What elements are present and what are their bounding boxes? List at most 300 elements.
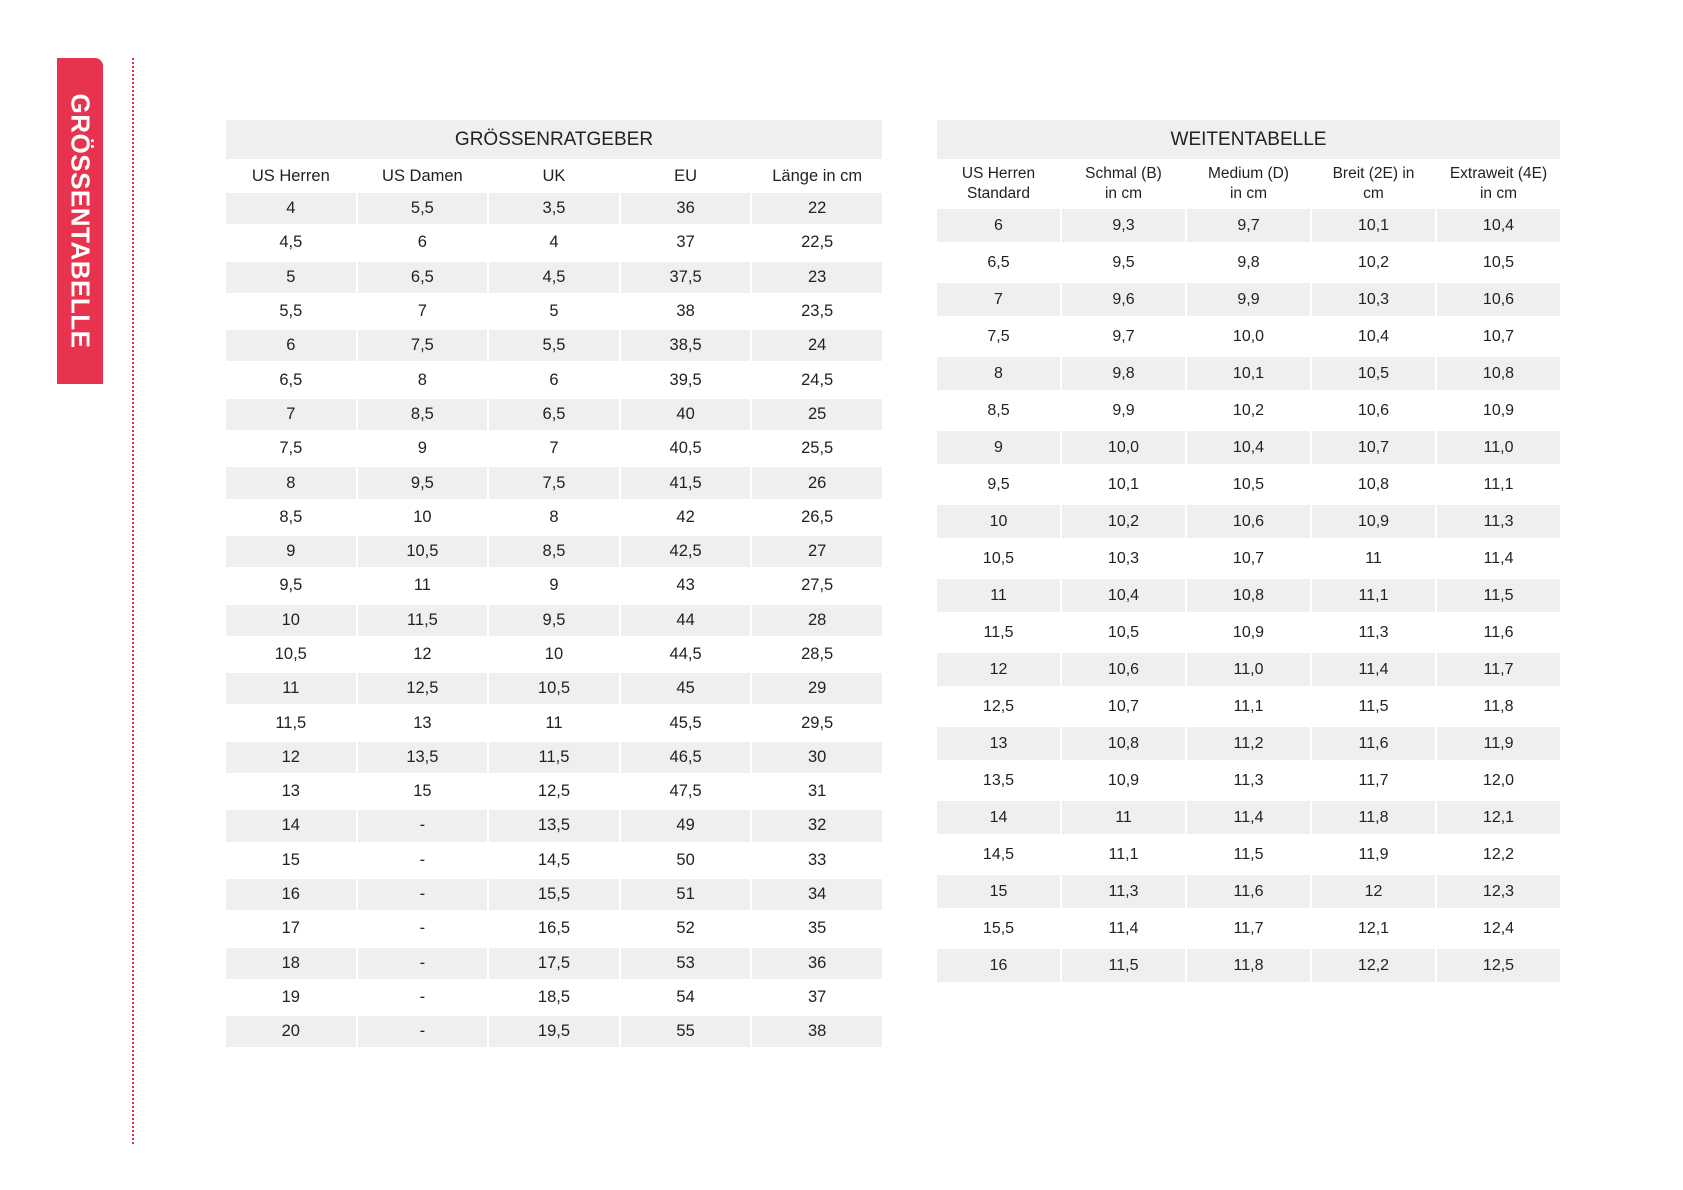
width-table-column-header (1312, 159, 1435, 209)
size-guide-row (226, 330, 882, 361)
width-table-row (937, 908, 1560, 949)
size-guide-cell: 19 (281, 987, 300, 1006)
size-guide-row (226, 262, 882, 293)
width-table-cell: 9,8 (1062, 357, 1185, 390)
width-table-cell: 11,7 (1358, 771, 1389, 789)
size-guide-cell: 20 (226, 1016, 356, 1047)
width-table-cell: 10,6 (1187, 505, 1310, 538)
size-guide-cell: 26 (752, 467, 882, 498)
width-table-cell: 11,9 (1358, 845, 1389, 863)
side-tab-label: GRÖSSENTABELLE (65, 93, 96, 349)
width-table-cell: 10,8 (1187, 579, 1310, 612)
size-guide-cell: 24,5 (801, 370, 834, 389)
width-table-row (937, 242, 1560, 283)
width-table-cell: 11,2 (1187, 727, 1310, 760)
size-guide-cell: 55 (621, 1016, 751, 1047)
size-guide-cell: 13,5 (489, 810, 619, 841)
size-guide-cell: 12,5 (358, 673, 488, 704)
size-guide-cell: 40 (621, 399, 751, 430)
size-guide-cell: 16 (226, 879, 356, 910)
size-guide-cell: 17 (281, 919, 300, 938)
size-guide-cell: 4 (549, 233, 559, 252)
size-guide-cell: 25,5 (801, 439, 834, 458)
size-guide-cell: 38,5 (621, 330, 751, 361)
size-guide-cell: 7 (417, 302, 427, 321)
width-table-cell: 12,5 (1437, 949, 1560, 982)
size-guide-cell: 18,5 (537, 987, 571, 1006)
size-guide-cell: 31 (808, 782, 827, 801)
size-guide-cell: 9 (226, 536, 356, 567)
width-table-header-row (937, 159, 1560, 209)
width-table-column-header-line: US Herren (961, 165, 1036, 182)
width-table-cell: 9,9 (1112, 401, 1135, 419)
size-guide-cell: 4 (226, 193, 356, 224)
width-table-body (937, 209, 1560, 982)
width-table-cell: 11 (1365, 549, 1382, 567)
width-table-cell: 7,5 (987, 327, 1010, 345)
width-table-cell: 10,5 (1232, 475, 1265, 493)
width-table-cell: 14 (937, 801, 1060, 834)
width-table-cell: 11,3 (1437, 505, 1560, 538)
size-guide-cell: - (358, 879, 488, 910)
width-table-cell: 11,8 (1483, 697, 1514, 715)
size-guide-cell: 10 (413, 507, 432, 526)
width-table-cell: 10 (937, 505, 1060, 538)
width-table-column-header-line: Breit (2E) in (1332, 165, 1415, 182)
size-guide-cell: 10,5 (489, 673, 619, 704)
size-guide-cell: 32 (752, 810, 882, 841)
size-guide-body (226, 193, 882, 1047)
width-table-row (937, 834, 1560, 875)
size-guide-cell: 23,5 (801, 302, 834, 321)
size-guide-cell: 13,5 (358, 742, 488, 773)
width-table-cell: 6 (937, 209, 1060, 242)
width-table-cell: 6,5 (987, 253, 1010, 271)
width-table-column-header-line: in cm (1229, 185, 1268, 202)
width-table-cell: 10,8 (1062, 727, 1185, 760)
width-table-cell: 15 (937, 875, 1060, 908)
width-table-cell: 8 (937, 357, 1060, 390)
width-table-cell: 10,2 (1357, 253, 1390, 271)
size-guide-cell: 9,5 (489, 605, 619, 636)
size-guide-cell: 15,5 (489, 879, 619, 910)
width-table-cell: 12,4 (1482, 919, 1515, 937)
size-guide-cell: 8,5 (358, 399, 488, 430)
width-table-cell: 10,8 (1357, 475, 1390, 493)
size-guide-cell: 5,5 (279, 302, 303, 321)
width-table-cell: 10,4 (1187, 431, 1310, 464)
size-guide-row (226, 605, 882, 636)
width-table-cell: 10,0 (1232, 327, 1265, 345)
size-guide-cell: 49 (621, 810, 751, 841)
width-table-column-header-line: cm (1363, 185, 1384, 202)
width-table-cell: 10,1 (1312, 209, 1435, 242)
width-table-column-header-line: in cm (1104, 185, 1143, 202)
width-table-cell: 10,5 (1312, 357, 1435, 390)
size-guide-cell: 6,5 (358, 262, 488, 293)
width-table-row (937, 801, 1560, 834)
size-guide-cell: 7,5 (279, 439, 303, 458)
width-table-cell: 11 (937, 579, 1060, 612)
dotted-divider (132, 58, 134, 1144)
size-guide-cell: 15 (413, 782, 432, 801)
size-guide-cell: 6 (417, 233, 427, 252)
size-guide-cell: 7 (549, 439, 559, 458)
width-table-column-header (1187, 159, 1310, 209)
size-guide-row (226, 567, 882, 604)
width-table-row (937, 209, 1560, 242)
size-guide-cell: 46,5 (621, 742, 751, 773)
size-guide-row (226, 910, 882, 947)
size-guide-cell: - (419, 987, 426, 1006)
size-guide-cell: 12,5 (537, 782, 571, 801)
size-guide-cell: 9,5 (358, 467, 488, 498)
width-table-cell: 11,8 (1312, 801, 1435, 834)
width-table-row (937, 686, 1560, 727)
width-table-cell: 11,5 (1437, 579, 1560, 612)
size-guide-cell: 37 (676, 233, 695, 252)
size-guide-cell: 29,5 (801, 713, 834, 732)
size-guide-row (226, 430, 882, 467)
size-guide-cell: 10,5 (274, 645, 307, 663)
width-table-row (937, 579, 1560, 612)
size-guide-cell: 36 (752, 948, 882, 979)
size-guide-cell: 5,5 (489, 330, 619, 361)
size-guide-cell: 35 (808, 919, 827, 938)
size-guide-row (226, 499, 882, 536)
width-table-cell: 10,4 (1437, 209, 1560, 242)
width-table-cell: 11,4 (1312, 653, 1435, 686)
width-table-title: WEITENTABELLE (937, 120, 1560, 159)
size-guide-row (226, 773, 882, 810)
size-guide-cell: 7,5 (489, 467, 619, 498)
width-table-cell: 11,0 (1187, 653, 1310, 686)
width-table-cell: 14,5 (982, 845, 1015, 863)
width-table-cell: 10,6 (1062, 653, 1185, 686)
size-guide-column-header: US Herren (251, 166, 330, 185)
width-table-cell: 15,5 (982, 919, 1015, 937)
width-table-cell: 12,2 (1482, 845, 1515, 863)
size-guide-cell: 11 (545, 713, 563, 732)
width-table-cell: 10,6 (1357, 401, 1390, 419)
width-table-row (937, 357, 1560, 390)
size-guide-cell: 8 (226, 467, 356, 498)
size-guide-column-header: US Damen (382, 166, 463, 185)
width-table-cell: 11,7 (1437, 653, 1560, 686)
size-guide-cell: - (358, 948, 488, 979)
size-guide-row (226, 293, 882, 330)
size-guide-cell: 50 (676, 850, 695, 869)
width-table-cell: 11,4 (1187, 801, 1310, 834)
size-guide-cell: 30 (752, 742, 882, 773)
width-table-cell: 12,1 (1357, 919, 1390, 937)
size-guide-cell: 41,5 (621, 467, 751, 498)
width-table-cell: 10,9 (1232, 623, 1265, 641)
width-table-cell: 9,9 (1187, 283, 1310, 316)
width-table-row (937, 653, 1560, 686)
size-guide-cell: 54 (676, 987, 695, 1006)
size-guide-row (226, 704, 882, 741)
size-guide-title: GRÖSSENRATGEBER (226, 120, 882, 159)
width-table-column-header-line: Extraweit (4E) (1449, 165, 1548, 182)
size-guide-cell: 5,5 (358, 193, 488, 224)
size-guide-row (226, 399, 882, 430)
size-guide-cell: 27 (752, 536, 882, 567)
width-table-row (937, 727, 1560, 760)
size-guide-cell: 8 (549, 507, 559, 526)
size-guide-row (226, 1016, 882, 1047)
width-table-cell: 11,0 (1437, 431, 1560, 464)
width-table-cell: 9,8 (1237, 253, 1260, 271)
size-guide-cell: 7 (226, 399, 356, 430)
size-guide-row (226, 879, 882, 910)
size-guide-cell: 6 (549, 370, 559, 389)
width-table-cell: 9 (937, 431, 1060, 464)
width-table-row (937, 316, 1560, 357)
width-table-row (937, 612, 1560, 653)
width-table-cell: 10,7 (1107, 697, 1140, 715)
size-guide-cell: 6,5 (279, 370, 303, 389)
size-guide-cell: 11,5 (275, 713, 307, 732)
width-table-cell: 8,5 (987, 401, 1010, 419)
size-guide-cell: 47,5 (669, 782, 702, 801)
width-table-cell: 11 (1062, 801, 1185, 834)
size-guide-cell: 7,5 (358, 330, 488, 361)
width-table-cell: 11,9 (1437, 727, 1560, 760)
width-table-row (937, 505, 1560, 538)
size-guide-cell: 13 (281, 782, 300, 801)
size-guide-cell: 9 (549, 576, 559, 595)
size-guide-cell: 19,5 (489, 1016, 619, 1047)
size-guide-cell: - (358, 1016, 488, 1047)
size-guide-cell: 23 (752, 262, 882, 293)
size-guide-cell: 42 (676, 507, 695, 526)
size-guide-cell: 6,5 (489, 399, 619, 430)
width-table-cell: 11,1 (1233, 697, 1264, 715)
size-guide-cell: 24 (752, 330, 882, 361)
width-table-cell: 12,1 (1437, 801, 1560, 834)
width-table-cell: 10,4 (1357, 327, 1390, 345)
width-table-cell: 10,9 (1482, 401, 1515, 419)
width-table-cell: 11,5 (1358, 697, 1389, 715)
width-table-cell: 12 (1312, 875, 1435, 908)
width-table-cell: 11,4 (1108, 919, 1139, 937)
size-guide-cell: - (419, 850, 426, 869)
width-table-cell: 11,8 (1187, 949, 1310, 982)
size-guide-cell: 14,5 (537, 850, 571, 869)
width-table-row (937, 538, 1560, 579)
width-table-cell: 12,5 (982, 697, 1015, 715)
width-table-cell: 10,2 (1062, 505, 1185, 538)
size-guide-row (226, 673, 882, 704)
width-table-row (937, 760, 1560, 801)
size-guide-cell: 45 (621, 673, 751, 704)
size-guide-cell: 43 (676, 576, 695, 595)
size-guide-cell: 16,5 (537, 919, 571, 938)
width-table-cell: 9,6 (1062, 283, 1185, 316)
width-table-row (937, 390, 1560, 431)
width-table-cell: 12 (937, 653, 1060, 686)
size-guide-cell: 4,5 (489, 262, 619, 293)
size-guide-row (226, 193, 882, 224)
size-guide-row (226, 536, 882, 567)
size-guide-column-header: UK (542, 166, 566, 185)
size-guide-cell: 44,5 (669, 645, 702, 663)
size-guide-cell: 9,5 (279, 576, 303, 595)
width-table-cell: 11,3 (1062, 875, 1185, 908)
size-guide-cell: 45,5 (669, 713, 702, 732)
width-table-cell: 9,5 (987, 475, 1010, 493)
width-table-cell: 9,7 (1187, 209, 1310, 242)
size-guide-cell: 10 (544, 645, 564, 663)
width-table-cell: 10,6 (1437, 283, 1560, 316)
width-table-cell: 16 (937, 949, 1060, 982)
width-table-cell: 11,5 (1233, 845, 1264, 863)
width-table-cell: 11,4 (1483, 549, 1514, 567)
size-guide-cell: 11 (226, 673, 356, 704)
size-guide-cell: 11,5 (358, 605, 488, 636)
size-guide-cell: 13 (413, 713, 432, 732)
width-table-column-header-line: Schmal (B) (1085, 165, 1162, 182)
size-guide-cell: 11 (413, 576, 431, 595)
size-guide-row (226, 810, 882, 841)
size-guide-cell: 18 (226, 948, 356, 979)
width-table-cell: 10,5 (1482, 253, 1515, 271)
width-table-cell: 10,8 (1437, 357, 1560, 390)
width-table-cell: 10,5 (1107, 623, 1140, 641)
width-table-cell: 10,7 (1232, 549, 1265, 567)
size-guide-cell: 28,5 (801, 645, 834, 663)
width-table-column-header-line: Medium (D) (1208, 165, 1289, 182)
size-guide-row (226, 948, 882, 979)
width-table-row (937, 464, 1560, 505)
width-table-column-header-line: in cm (1479, 185, 1518, 202)
width-table-column-header (937, 159, 1060, 209)
size-guide-cell: 3,5 (489, 193, 619, 224)
size-guide-cell: 12 (413, 645, 432, 663)
size-guide-cell: 6 (226, 330, 356, 361)
size-guide-cell: 5 (226, 262, 356, 293)
width-table-cell: 13 (937, 727, 1060, 760)
size-guide-cell: 36 (621, 193, 751, 224)
size-guide-cell: 22 (752, 193, 882, 224)
width-table-row (937, 283, 1560, 316)
width-table-cell: 10,2 (1232, 401, 1265, 419)
width-table-cell: 13,5 (982, 771, 1015, 789)
size-guide-cell: 22,5 (801, 233, 834, 252)
size-guide-cell: 8 (417, 370, 427, 389)
size-guide-row (226, 842, 882, 879)
width-table-column-header (1062, 159, 1185, 209)
size-guide-cell: 34 (752, 879, 882, 910)
size-guide-cell: 51 (621, 879, 751, 910)
size-guide-cell: 9 (417, 439, 427, 458)
width-table-column-header-line: Standard (967, 185, 1030, 202)
width-table (935, 120, 1562, 982)
size-guide-row (226, 979, 882, 1016)
size-guide-cell: 28 (752, 605, 882, 636)
size-guide-cell: 8,5 (489, 536, 619, 567)
width-table-cell: 11,5 (1062, 949, 1185, 982)
width-table-cell: 9,5 (1112, 253, 1135, 271)
size-guide-cell: 44 (621, 605, 751, 636)
size-guide-cell: 29 (752, 673, 882, 704)
width-table-row (937, 875, 1560, 908)
size-guide-cell: 42,5 (621, 536, 751, 567)
size-guide-cell: 10,5 (358, 536, 488, 567)
width-table-cell: 11,1 (1483, 475, 1514, 493)
size-guide-row (226, 224, 882, 261)
width-table-cell: 11,6 (1187, 875, 1310, 908)
width-table-cell: 10,9 (1107, 771, 1140, 789)
width-table-cell: 10,3 (1107, 549, 1140, 567)
width-table-cell: 11,5 (983, 623, 1014, 641)
size-guide-cell: 38 (752, 1016, 882, 1047)
width-table-row (937, 431, 1560, 464)
width-table-cell: 10,4 (1062, 579, 1185, 612)
width-table-cell: 10,3 (1312, 283, 1435, 316)
size-guide-cell: 10 (226, 605, 356, 636)
size-guide-cell: 11,5 (489, 742, 619, 773)
width-table-cell: 9,7 (1112, 327, 1135, 345)
width-table-cell: 12,0 (1482, 771, 1515, 789)
size-guide-cell: 37 (808, 987, 827, 1006)
size-guide-row (226, 467, 882, 498)
size-guide-cell: 12 (226, 742, 356, 773)
size-guide-cell: 27,5 (801, 576, 834, 595)
width-table-cell: 10,9 (1312, 505, 1435, 538)
width-table-cell: 11,6 (1312, 727, 1435, 760)
size-guide-cell: 53 (621, 948, 751, 979)
size-guide-row (226, 636, 882, 673)
size-guide-cell: 4,5 (279, 233, 303, 252)
size-guide-cell: 26,5 (801, 507, 834, 526)
size-guide-cell: 15 (281, 850, 300, 869)
size-guide-cell: 39,5 (669, 370, 702, 389)
size-guide-cell: 40,5 (669, 439, 702, 458)
width-table-cell: 11,1 (1312, 579, 1435, 612)
width-table-cell: 10,1 (1187, 357, 1310, 390)
size-guide-cell: 38 (676, 302, 695, 321)
width-table-column-header (1437, 159, 1560, 209)
width-table-cell: 12,3 (1437, 875, 1560, 908)
width-table-cell: 11,6 (1483, 623, 1514, 641)
size-guide-cell: 33 (808, 850, 827, 869)
size-guide-row (226, 742, 882, 773)
width-table-cell: 10,7 (1482, 327, 1515, 345)
width-table-cell: 11,3 (1233, 771, 1264, 789)
size-guide-cell: - (419, 919, 426, 938)
size-guide-cell: - (358, 810, 488, 841)
size-guide-cell: 37,5 (621, 262, 751, 293)
size-guide-cell: 8,5 (279, 507, 303, 526)
size-guide-row (226, 361, 882, 398)
width-table-cell: 11,1 (1108, 845, 1139, 863)
size-guide-table (224, 120, 884, 1047)
size-guide-cell: 25 (752, 399, 882, 430)
width-table-cell: 10,5 (982, 549, 1015, 567)
width-table-cell: 10,7 (1312, 431, 1435, 464)
size-guide-header-row (226, 159, 882, 193)
width-table-cell: 7 (937, 283, 1060, 316)
width-table-row (937, 949, 1560, 982)
size-guide-column-header: Länge in cm (772, 166, 863, 185)
width-table-cell: 9,3 (1062, 209, 1185, 242)
width-table-cell: 10,1 (1107, 475, 1140, 493)
width-table-cell: 11,3 (1358, 623, 1389, 641)
size-guide-cell: 17,5 (489, 948, 619, 979)
width-table-cell: 10,0 (1062, 431, 1185, 464)
